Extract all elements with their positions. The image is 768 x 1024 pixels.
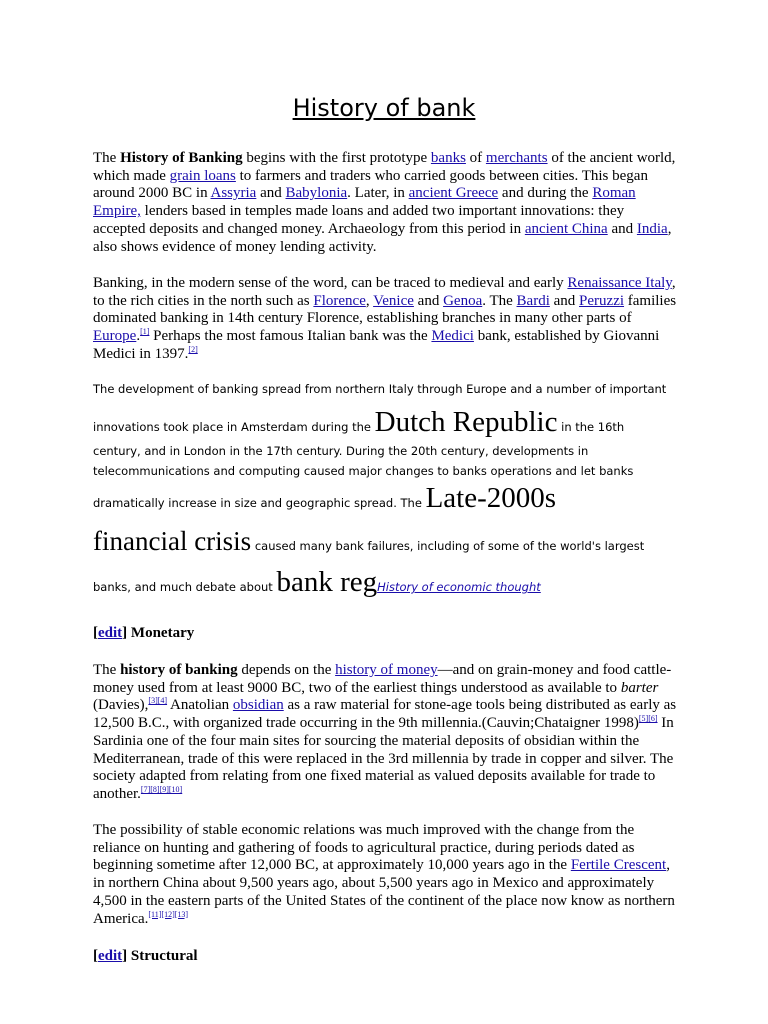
text-line	[93, 464, 633, 478]
link-roman-empire[interactable]: Roman Empire,	[93, 185, 636, 220]
link-genoa[interactable]: Genoa	[443, 292, 483, 309]
citation-5-6[interactable]	[639, 714, 658, 723]
paragraph-intro	[93, 150, 677, 256]
large-text-bank-reg: bank reg	[276, 566, 378, 598]
text: as a raw material for stone-age tools being distributed as early as 12,500 B.C., with organized trade occurring in the 9th millennia.(Cauvin;Chataigner 1998)	[93, 697, 677, 732]
link-grain-loans[interactable]: grain loans	[169, 167, 236, 184]
text: century, and in London in the 17th century. During the 20th century, developments in	[93, 444, 589, 458]
text: Perhaps the most famous Italian bank was the	[149, 328, 432, 345]
link-medici[interactable]: Medici	[431, 328, 474, 345]
link-merchants[interactable]: merchants	[485, 150, 548, 166]
paragraph-economic-relations	[93, 822, 677, 928]
text: The	[93, 662, 121, 678]
text: , in northern China about 9,500 years ago, about 5,500 years ago in Mexico and approximately 4,500 in the eastern parts of the United States of the continent of the place now know as northern America.	[93, 857, 675, 927]
text-line	[93, 566, 541, 599]
heading-label: Monetary	[130, 625, 195, 641]
text: , also shows evidence of money lending activity.	[93, 220, 672, 255]
text-line	[93, 382, 666, 396]
link-history-of-money[interactable]: history of money	[335, 662, 438, 678]
text: and	[413, 292, 444, 309]
link-peruzzi[interactable]: Peruzzi	[579, 292, 625, 309]
citation-ref[interactable]: [5][6]	[638, 714, 658, 724]
paragraph-renaissance	[93, 275, 677, 364]
bracket: [	[93, 948, 98, 964]
text: and	[607, 220, 637, 237]
bracket: ]	[122, 948, 131, 964]
bold-term: history of banking	[120, 662, 238, 678]
text: innovations took place in Amsterdam during the	[93, 420, 375, 434]
large-text-late-2000s: Late-2000s	[425, 482, 557, 514]
paragraph-monetary	[93, 662, 677, 804]
citation-2[interactable]	[188, 345, 197, 354]
text-line	[93, 406, 624, 439]
text: in the 16th	[557, 420, 625, 434]
text: families dominated banking in 14th century Florence, establishing branches in many other parts of	[93, 292, 677, 327]
large-text-dutch-republic: Dutch Republic	[374, 406, 558, 438]
italic-term: barter	[620, 679, 659, 696]
link-florence[interactable]: Florence	[313, 292, 366, 309]
text: , to the rich cities in the north such as	[93, 275, 676, 309]
text: depends on the	[237, 662, 336, 678]
section-heading-monetary	[93, 625, 194, 642]
link-bardi[interactable]: Bardi	[516, 292, 550, 309]
link-history-of-economic-thought[interactable]: History of economic thought	[377, 580, 541, 594]
text: —and on grain-money and food cattle-money used from at least 9000 BC, two of the earliest things understood as available to	[93, 662, 672, 696]
link-europe[interactable]: Europe	[93, 328, 137, 345]
text: and during the	[498, 185, 593, 202]
link-venice[interactable]: Venice	[373, 292, 414, 309]
text: bank, established by Giovanni Medici in 1397.	[93, 328, 660, 362]
text: . The	[482, 292, 517, 309]
text: and	[256, 185, 286, 202]
text: lenders based in temples made loans and added two important innovations: they accepted deposits and changed money. Archaeology from this period in	[93, 203, 625, 237]
large-text-financial-crisis: financial crisis	[93, 526, 252, 556]
bold-term: History of Banking	[120, 150, 243, 166]
paragraph-development	[93, 380, 683, 610]
link-india[interactable]: India	[636, 220, 668, 237]
text: The possibility of stable economic relations was much improved with the change from the reliance on hunting and gathering of foods to agricultural practice, during periods dated as beginning sometime after 12,000 BC, at approximately 10,000 years ago in the	[93, 822, 635, 874]
citation-7-10[interactable]	[141, 785, 182, 794]
text: of the ancient world, which made	[93, 150, 676, 184]
bracket: ]	[122, 625, 131, 641]
link-fertile-crescent[interactable]: Fertile Crescent	[570, 857, 667, 874]
text: and	[549, 292, 580, 309]
page-title: History of bank	[292, 94, 476, 122]
citation-3-4[interactable]	[148, 696, 167, 705]
citation-ref[interactable]: [1]	[140, 327, 150, 337]
link-banks[interactable]: banks	[430, 150, 466, 166]
text-line	[93, 526, 644, 557]
citation-ref[interactable]: [7][8][9][10]	[140, 784, 183, 794]
text: of	[465, 150, 486, 166]
bracket: [	[93, 625, 98, 641]
text: to farmers and traders who carried goods between cities. This began around 2000 BC in	[93, 167, 648, 202]
link-assyria[interactable]: Assyria	[210, 185, 257, 202]
link-renaissance-italy[interactable]: Renaissance Italy	[567, 275, 672, 291]
text-line	[93, 444, 588, 458]
citation-11-13[interactable]	[148, 910, 188, 919]
link-babylonia[interactable]: Babylonia	[285, 185, 348, 202]
text: .	[136, 328, 141, 345]
text: The	[93, 150, 121, 166]
link-obsidian[interactable]: obsidian	[232, 697, 284, 714]
text: begins with the first prototype	[242, 150, 431, 166]
text: banks, and much debate about	[93, 580, 277, 594]
link-ancient-greece[interactable]: ancient Greece	[408, 185, 499, 202]
text: caused many bank failures, including of some of the world's largest	[251, 539, 645, 553]
text: ,	[365, 292, 374, 309]
text: telecommunications and computing caused major changes to banks operations and let banks	[93, 464, 634, 478]
edit-link[interactable]: edit	[98, 625, 123, 641]
text: . Later, in	[347, 185, 409, 202]
citation-ref[interactable]: [2]	[188, 344, 198, 354]
citation-1[interactable]	[140, 327, 149, 336]
text: The development of banking spread from northern Italy through Europe and a number of important	[93, 382, 667, 396]
text: (Davies),	[93, 697, 149, 714]
heading-label: Structural	[130, 948, 198, 964]
citation-ref[interactable]: [11][12][13]	[148, 909, 189, 919]
text: In Sardinia one of the four main sites for sourcing the material deposits of obsidian within the Mediterranean, trade of this were replaced in the 3rd millennia by trade in copper and silver. The society adapted from relating from one fixed material as valued deposits available for trade to another.	[93, 715, 674, 802]
section-heading-structural	[93, 948, 198, 965]
text: Anatolian	[167, 697, 233, 714]
text-line	[93, 482, 556, 515]
link-ancient-china[interactable]: ancient China	[524, 220, 608, 237]
text: dramatically increase in size and geographic spread. The	[93, 496, 426, 510]
edit-link[interactable]: edit	[98, 948, 123, 964]
citation-ref[interactable]: [3][4]	[148, 696, 168, 706]
text: Banking, in the modern sense of the word, can be traced to medieval and early	[93, 275, 568, 291]
